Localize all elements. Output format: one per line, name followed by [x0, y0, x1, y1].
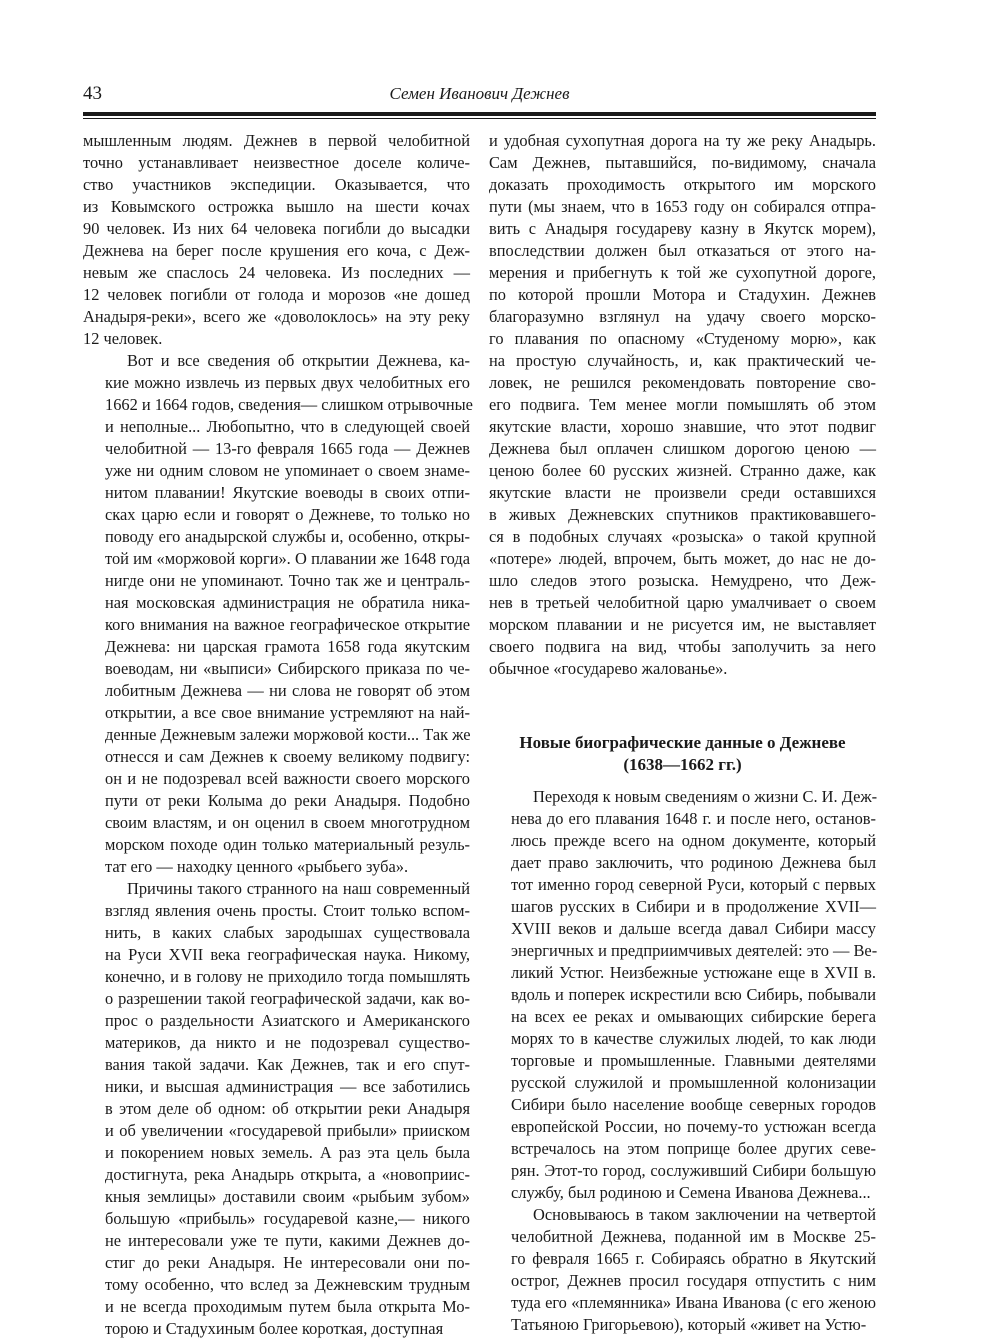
text-line: нева до его плавания 1648 г. и после него, останов-: [511, 809, 876, 828]
text-line: о разрешении такой географической задачи, как во-: [105, 989, 470, 1008]
text-line: ная московская администрация не обратила ника-: [105, 593, 470, 612]
text-line: пути от реки Колыма до реки Анадыря. Подобно: [105, 791, 470, 810]
text-line: не интересовали уже те пути, какими Дежнев до-: [105, 1231, 470, 1250]
text-line: мышленным людям. Дежнев в первой челобитной: [83, 131, 470, 150]
section-heading-title: Новые биографические данные о Дежневе: [519, 733, 846, 752]
text-line: и не всегда проходимым путем была открыта Мо-: [105, 1297, 470, 1316]
page-number: 43: [83, 83, 102, 104]
text-line: и покорением новых земель. А раз эта цель была: [105, 1143, 470, 1162]
text-line: службу, был родиною и Семена Иванова Дежнева...: [511, 1183, 871, 1202]
text-line: из Ковымского острожка вышло на шести кочах: [83, 197, 470, 216]
text-line: торою и Стадухиным более короткая, доступная: [105, 1319, 444, 1338]
text-line: Татьяною Григорьевою), который «живет на Устю-: [511, 1315, 867, 1334]
text-line: поводу его анадырской службы и, особенно, откры-: [105, 527, 470, 546]
text-line: «потере» людей, впрочем, быть может, до нас не до-: [489, 549, 876, 568]
text-line: Дежнева: ни царская грамота 1658 года якутским: [105, 637, 470, 656]
text-line: якутские власти не произвели среди оставшихся: [489, 483, 876, 502]
text-line: он и не подозревал всей важности своего морского: [105, 769, 470, 788]
text-line: люсь прежде всего на одном документе, который: [511, 831, 876, 850]
text-line: го плавания по опасному «Студеному морю», как: [489, 329, 876, 348]
text-line: якутские власти, хорошо знавшие, что этот подвиг: [489, 417, 876, 436]
text-line: конечно, и в голову не приходило тогда помышлять: [105, 967, 470, 986]
text-line: доказать проходимость открытого им морского: [489, 175, 876, 194]
section-heading-dates: (1638—1662 гг.): [623, 755, 742, 774]
text-line: кие можно извлечь из первых двух челобитных его: [105, 373, 470, 392]
right-column: [489, 130, 876, 1336]
text-line: дает право заключить, что родиною Дежнева был: [511, 853, 876, 872]
text-line: Основываюсь в таком заключении на четвертой: [533, 1205, 876, 1224]
text-line: денные Дежневым залежи моржовой кости... Так же: [105, 725, 471, 744]
text-line: русской служилой и промышленной колонизации: [511, 1073, 876, 1092]
text-line: его подвига. Тем менее могли помышлять об этом: [489, 395, 876, 414]
text-line: отнесся и сам Дежнев к своему великому подвигу:: [105, 747, 470, 766]
text-line: стиг до реки Анадыря. Не интересовали они по-: [105, 1253, 470, 1272]
text-line: материков, да никто и не подозревал существо-: [105, 1033, 470, 1052]
page-header: [83, 82, 876, 106]
section-heading: [489, 732, 876, 776]
text-line: 12 человек погибли от голода и морозов «не дошед: [83, 285, 470, 304]
text-line: в этом деле об одном: об открытии реки Анадыря: [105, 1099, 470, 1118]
text-line: Причины такого странного на наш современный: [127, 879, 470, 898]
text-line: кого внимания на важное географическое открытие: [105, 615, 470, 634]
text-line: туда его «племянника» Ивана Иванова (с его женою: [511, 1293, 876, 1312]
text-line: торговые и промышленные. Главными деятелями: [511, 1051, 876, 1070]
text-line: и об увеличении «государевой прибыли» прииском: [105, 1121, 470, 1140]
running-title: Семен Иванович Дежнев: [389, 84, 570, 103]
text-line: вить с Анадыря государеву казну в Якутск морем),: [489, 219, 876, 238]
text-line: ся в подобных случаях «розыска» о такой крупной: [489, 527, 876, 546]
text-line: Вот и все сведения об открытии Дежнева, ка-: [127, 351, 470, 370]
text-line: нитом плавании! Якутские воеводы в своих отпи-: [105, 483, 470, 502]
text-line: шагов русских в Сибири и в продолжение XVII—: [511, 897, 876, 916]
text-line: Дежнева был оплачен слишком дорогою ценою —: [489, 439, 876, 458]
text-line: большую «прибыль» государевой казне,— никого: [105, 1209, 470, 1228]
text-line: впоследствии должен был отказаться от этого на-: [489, 241, 876, 260]
text-line: 1662 и 1664 годов, сведения— слишком отрывочные: [105, 395, 473, 414]
text-line: Сибири было население вообще северных городов: [511, 1095, 876, 1114]
text-line: нигде они не упоминают. Точно так же и централь-: [105, 571, 470, 590]
text-line: ценою более 60 русских жизней. Странно даже, как: [489, 461, 876, 480]
text-line: ники, и высшая администрация — все заботились: [105, 1077, 470, 1096]
text-line: энергичных и предприимчивых деятелей: это — Ве-: [511, 941, 878, 960]
text-line: острог, Дежнев просил государя отпустить с ним: [511, 1271, 876, 1290]
text-line: встречалось на этом поприще более других севе-: [511, 1139, 876, 1158]
text-line: воеводам, ни «выписи» Сибирского приказа по че-: [105, 659, 470, 678]
paragraph: [489, 1204, 876, 1336]
text-line: пути (мы знаем, что в 1653 году он собирался отпра-: [489, 197, 876, 216]
text-line: взгляд явления очень просты. Стоит только вспом-: [105, 901, 470, 920]
text-line: европейской России, но почему-то устюжан всегда: [511, 1117, 876, 1136]
text-line: тот именно город северной Руси, который с первых: [511, 875, 876, 894]
text-line: достигнута, река Анадырь открыта, а «новоприис-: [105, 1165, 470, 1184]
text-line: ликий Устюг. Неизбежные устюжане еще в XVII в.: [511, 963, 876, 982]
text-line: вания такой задачи. Как Дежнев, так и его спут-: [105, 1055, 470, 1074]
text-line: благоразумно взглянул на удачу своего морско-: [489, 307, 876, 326]
left-column: [83, 130, 473, 1340]
text-line: обычное «государево жалованье».: [489, 659, 728, 678]
text-line: XVIII веков и дальше всегда давал Сибири массу: [511, 919, 876, 938]
text-line: Анадыря-реки», всего же «доволоклось» на эту реку: [83, 307, 470, 326]
text-line: нить, в каких слабых зародышах существовала: [105, 923, 470, 942]
paragraph: [83, 350, 473, 878]
text-line: сках царю если и говорят о Дежневе, то только но: [105, 505, 470, 524]
text-line: Переходя к новым сведениям о жизни С. И. Деж-: [533, 787, 878, 806]
paragraph: [83, 130, 470, 350]
text-line: точно устанавливает неизвестное доселе количе-: [83, 153, 470, 172]
text-line: тат его — находку ценного «рыбьего зуба».: [105, 857, 409, 876]
text-line: по которой прошли Мотора и Стадухин. Дежнев: [489, 285, 876, 304]
text-line: го февраля 1665 г. Собираясь обратно в Якутский: [511, 1249, 876, 1268]
text-line: ловек, не решился рекомендовать повторение сво-: [489, 373, 876, 392]
text-line: Сам Дежнев, пытавшийся, по-видимому, сначала: [489, 153, 876, 172]
text-line: своего подвига на вид, чтобы заполучить за него: [489, 637, 876, 656]
text-line: нев в третьей челобитной царю умалчивает о своем: [489, 593, 876, 612]
text-line: своим властям, и он оценил в своем многотрудном: [105, 813, 470, 832]
text-line: уже ни одним словом не упоминает о своем знаме-: [105, 461, 470, 480]
paragraph: [83, 878, 470, 1340]
text-line: невым же спаслось 24 человека. Из последних —: [83, 263, 470, 282]
text-line: шло следов этого розыска. Немудрено, что Деж-: [489, 571, 876, 590]
text-line: мерения и прибегнуть к той же сухопутной дороге,: [489, 263, 876, 282]
text-line: вдоль и поперек искрестили всю Сибирь, побывали: [511, 985, 876, 1004]
header-rule-thin: [83, 118, 876, 119]
text-line: лобитным Дежнева — ни слова не говорят об этом: [105, 681, 470, 700]
text-line: челобитной Дежнева, поданной им в Москве 25-: [511, 1227, 876, 1246]
text-line: и удобная сухопутная дорога на ту же реку Анадырь.: [489, 131, 876, 150]
text-line: в живых Дежневских спутников практиковавшего-: [489, 505, 876, 524]
text-line: тому особенно, что вслед за Дежневским трудным: [105, 1275, 470, 1294]
text-line: 90 человек. Из них 64 человека погибли до высадки: [83, 219, 470, 238]
paragraph: [489, 786, 876, 1204]
text-line: на всех ее реках и омывающих сибирские берега: [511, 1007, 876, 1026]
paragraph: [489, 130, 876, 680]
text-line: на простую случайность, и, как практический че-: [489, 351, 876, 370]
text-line: 12 человек.: [83, 329, 163, 348]
text-line: и неполные... Любопытно, что в следующей своей: [105, 417, 470, 436]
text-line: челобитной — 13-го февраля 1665 года — Дежнев: [105, 439, 470, 458]
text-line: той им «моржовой корги». О плавании же 1648 года: [105, 549, 470, 568]
text-line: открытии, а все свое внимание устремляют на най-: [105, 703, 470, 722]
text-line: морском походе один только материальный резуль-: [105, 835, 470, 854]
text-line: морском плавании и не рисуется им, не выставляет: [489, 615, 876, 634]
text-line: прос о раздельности Азиатского и Американского: [105, 1011, 470, 1030]
text-line: ство участников экспедиции. Оказывается, что: [83, 175, 470, 194]
header-rule-thick: [83, 112, 876, 116]
text-line: на Руси XVII века географическая наука. Никому,: [105, 945, 470, 964]
text-line: рян. Этот-то город, сослуживший Сибири большую: [511, 1161, 876, 1180]
text-line: кныя землицы» доставили своим «рыбьим зубом»: [105, 1187, 470, 1206]
text-line: морях то в качестве служилых людей, то как люди: [511, 1029, 876, 1048]
text-line: Дежнева на берег после крушения его коча, с Деж-: [83, 241, 470, 260]
